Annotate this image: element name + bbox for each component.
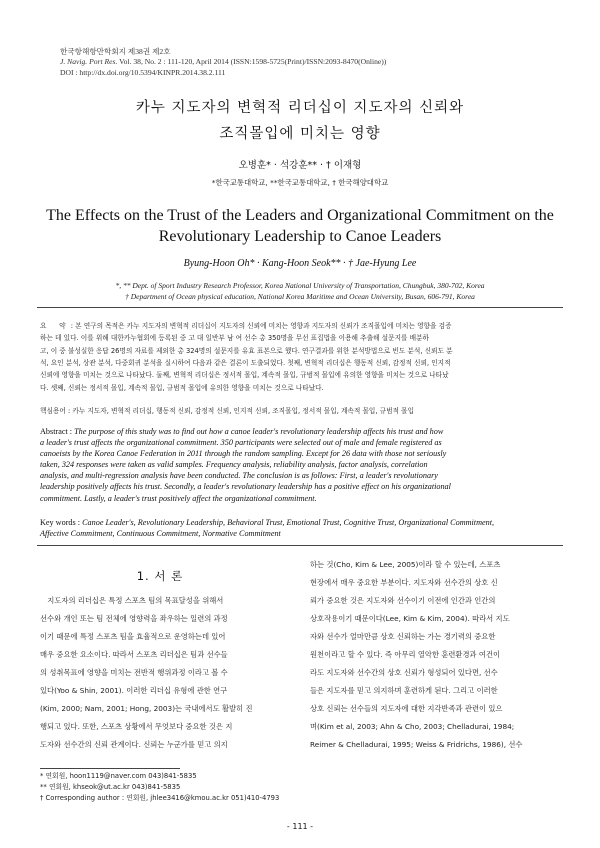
keywords-en-label: Key words :: [40, 518, 83, 527]
abstract-ko-line: 요 약 : 본 연구의 목적은 카누 지도자의 변혁적 리더십이 지도자의 신뢰에 미치는 영향과 지도자의 신뢰가 조직몰입에 미치는 영향을 검증: [40, 322, 452, 330]
body-line: 이기 때문에 특정 스포츠 팀을 효율적으로 운영하는데 있어: [40, 631, 226, 641]
keywords-en: [40, 517, 561, 539]
doi: DOI : http://dx.doi.org/10.5394/KINPR.2014.38.2.111: [60, 67, 226, 77]
keywords-en-line: Affective Commitment, Continuous Commitment, Normative Commitment: [40, 529, 281, 539]
title-en-line-1: The Effects on the Trust of the Leaders and Organizational Commitment on the: [46, 207, 554, 224]
journal-citation: [60, 57, 560, 67]
footnote: † Corresponding author : 연회원, jhlee3416@kmou.ac.kr 051)410-4793: [40, 794, 280, 803]
body-line: 자와 선수가 얼마만큼 상호 신뢰하는 가는 경기력의 중요한: [310, 631, 496, 641]
body-line: 선수와 개인 또는 팀 전체에 영향력을 좌우하는 일련의 과정: [40, 613, 228, 623]
abstract-en: [40, 426, 561, 504]
body-column-left: [40, 592, 289, 754]
body-column-right: [310, 556, 559, 753]
title-ko-line-2: 조직몰입에 미치는 영향: [219, 126, 381, 142]
body-line: 들은 지도자를 믿고 의지하며 훈련하게 된다. 그리고 이러한: [310, 685, 498, 695]
body-line: (Kim, 2000; Nam, 2001; Hong, 2003)는 국내에서도 활발히 진: [40, 703, 253, 713]
title-en-line-2: Revolutionary Leadership to Canoe Leaders: [158, 228, 442, 245]
body-line: 상호 신뢰는 선수들의 지도자에 대한 지각반족과 관련이 있으: [310, 703, 503, 713]
abstract-ko: [40, 320, 561, 394]
footnote-divider: [40, 768, 180, 769]
abstract-ko-line: 하는 데 있다. 이를 위해 대한카누협회에 등록된 중 고 대 일반부 남 여 선수 총 350명을 무선 표집법을 이용해 추출해 설문지를 배분하: [40, 334, 429, 343]
abstract-ko-line: 신뢰에 영향을 미치는 것으로 나타났다. 둘째, 변혁적 리더십은 정서적 몰입, 계속적 몰입, 규범적 몰입에 유의한 영향을 미치는 것으로 나타났: [40, 371, 449, 380]
journal-header: [60, 47, 560, 78]
divider-middle: [37, 545, 563, 546]
affiliations-ko: *한국교통대학교, **한국교통대학교, † 한국해양대학교: [211, 178, 389, 187]
footnote: * 연회원, hoon1119@naver.com 043)841-5835: [40, 772, 197, 780]
section-heading: 1. 서 론: [136, 569, 184, 583]
footnotes: [40, 771, 300, 805]
body-line: 행되고 있다. 또한, 스포츠 상황에서 무엇보다 중요한 것은 지: [40, 721, 233, 731]
affiliation-en-2: † Department of Ocean physical education, National Korea Maritime and Ocean University, Busan, 606-791, Korea: [125, 292, 475, 301]
journal-name-ko: 한국항해항만학회지 제38권 제2호: [60, 47, 171, 56]
abstract-en-line: canoeists by the Korea Canoe Federation in 2011 through the random sampling. Except for 26 data with those not seriously: [40, 449, 447, 459]
body-line: 있다(Yoo & Shin, 2001). 이러한 리더십 유형에 관한 연구: [40, 685, 228, 695]
journal-volume-info: Vol. 38, No. 2 : 111-120, April 2014 (ISSN:1598-5725(Print)/ISSN:2093-8470(Online)): [117, 57, 387, 67]
abstract-en-line: analysis, and multi-regression analysis have been conducted. The conclusion is as follows: First, a leader's revolutionary: [40, 471, 438, 481]
abstract-en-line: a leader's trust affects the organizational commitment. 350 participants were selected out of male and female registered as: [40, 438, 442, 448]
authors-ko: 오병훈* · 석강훈** · † 이재형: [238, 160, 362, 171]
abstract-ko-line: 석, 요인 분석, 상관 분석, 다중회귀 분석을 실시하여 다음과 같은 결론이 도출되었다. 첫째, 변혁적 리더십은 행동적 신뢰, 감정적 신뢰, 인지적: [40, 359, 451, 368]
page-number: - 111 -: [286, 822, 314, 831]
abstract-ko-line: 고, 이 중 불성실한 응답 26명의 자료를 제외한 총 324명의 설문지를 유효 표본으로 했다. 연구결과를 위한 분석방법으로 빈도 분석, 신뢰도 분: [40, 346, 453, 355]
abstract-en-line: leadership positively affects his trust. Secondly, a leader's revolutionary leadership has a positive effect on his organizational: [40, 482, 451, 492]
affiliation-en-1: *, ** Dept. of Sport Industry Research Professor, Korea National University of Transportation, Chungbuk, 380-702, Korea: [115, 281, 485, 290]
body-line: 지도자의 리더십은 특정 스포츠 팀의 목표달성을 위해서: [40, 596, 224, 605]
abstract-en-label: Abstract :: [40, 427, 75, 436]
abstract-ko-label: 요 약: [40, 322, 69, 330]
body-line: Reimer & Chelladurai, 1995; Weiss & Fridrichs, 1986), 선수: [310, 739, 523, 749]
body-line: 매우 중요한 요소이다. 따라서 스포츠 리더십은 팀과 선수들: [40, 649, 228, 659]
body-line: 며(Kim et al, 2003; Ahn & Cho, 2003; Chelladurai, 1984;: [310, 721, 515, 731]
body-line: 도자와 선수간의 신뢰 관계이다. 신뢰는 누군가를 믿고 의지: [40, 739, 228, 749]
abstract-en-line: Abstract : The purpose of this study was to find out how a canoe leader's revolutionary leadership affects his trust and how: [40, 427, 444, 436]
abstract-en-line: commitment. Lastly, a leader's trust positively affect the organizational commitment.: [40, 493, 317, 503]
body-line: 상호작용이기 때문이다(Lee, Kim & Kim, 2004). 따라서 지도: [310, 613, 510, 623]
keywords-en-line: Key words : Canoe Leader's, Revolutionary Leadership, Behavioral Trust, Emotional Trust, Cognitive Trust, Organizational Commitment,: [40, 518, 495, 527]
divider-top: [37, 307, 563, 308]
body-line: 뢰가 중요한 것은 지도자와 선수이기 이전에 인간과 인간의: [310, 595, 496, 605]
body-line: 하는 것(Cho, Kim & Lee, 2005)이라 할 수 있는데, 스포츠: [310, 560, 501, 569]
keywords-ko: 핵심용어 : 카누 지도자, 변혁적 리더십, 행동적 신뢰, 감정적 신뢰, 인지적 신뢰, 조직몰입, 정서적 몰입, 계속적 몰입, 규범적 몰입: [40, 407, 415, 415]
abstract-ko-line: 다. 셋째, 신뢰는 정서적 몰입, 계속적 몰입, 규범적 몰입에 유의한 영향을 미치는 것으로 나타났다.: [40, 383, 324, 392]
body-line: 현장에서 매우 중요한 부분이다. 지도자와 선수간의 상호 신: [310, 577, 498, 587]
title-ko-line-1: 카누 지도자의 변혁적 리더십이 지도자의 신뢰와: [135, 100, 465, 116]
abstract-en-line: taken, 324 responses were taken as valid samples. Frequency analysis, reliability analysis, factor analysis, correlation: [40, 460, 428, 470]
body-line: 원천이라고 할 수 있다. 즉 아무리 열악한 훈련환경과 여건이: [310, 649, 501, 659]
journal-abbr: J. Navig. Port Res.: [60, 57, 118, 67]
footnote: ** 연회원, khseok@ut.ac.kr 043)841-5835: [40, 783, 181, 792]
body-line: 라도 지도자와 선수간의 상호 신뢰가 형성되어 있다면, 선수: [310, 667, 498, 677]
authors-en: Byung-Hoon Oh* · Kang-Hoon Seok** · † Jae-Hyung Lee: [183, 258, 417, 269]
body-line: 의 성취목표에 영향을 미치는 전반적 행위과정 이라고 볼 수: [40, 667, 228, 677]
